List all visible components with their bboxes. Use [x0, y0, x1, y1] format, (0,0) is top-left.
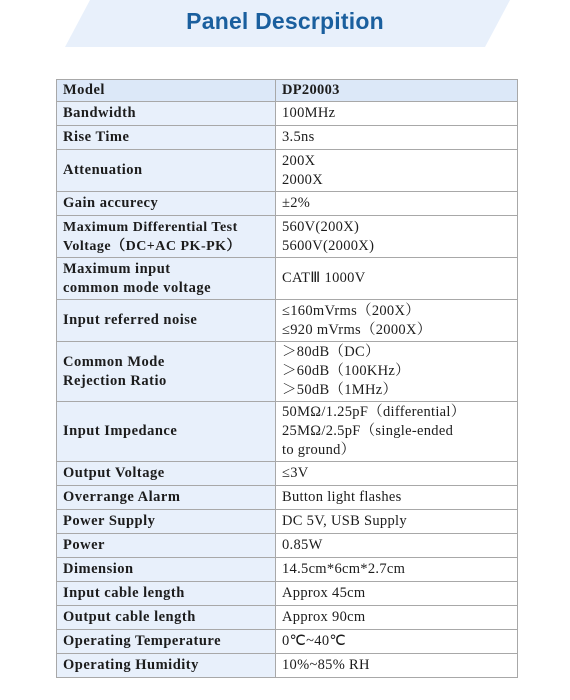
table-row — [57, 102, 518, 126]
label-line: Attenuation — [63, 162, 143, 178]
label-line: Input referred noise — [63, 312, 198, 328]
label-line: Maximum Differential Test — [63, 219, 238, 235]
label-line: Rise Time — [63, 129, 130, 145]
label-line: Power — [63, 537, 105, 553]
row-value — [276, 558, 518, 582]
row-value — [276, 510, 518, 534]
label-line: Bandwidth — [63, 105, 137, 121]
table-row — [57, 342, 518, 402]
row-label — [57, 606, 276, 630]
table-row — [57, 300, 518, 342]
value-line: 5600V(2000X) — [282, 237, 375, 254]
row-value — [276, 258, 518, 300]
label-line: Dimension — [63, 561, 134, 577]
row-label — [57, 558, 276, 582]
header-value: DP20003 — [276, 80, 518, 102]
table-row — [57, 150, 518, 192]
label-line: Output Voltage — [63, 465, 165, 481]
table-row — [57, 510, 518, 534]
row-value — [276, 402, 518, 462]
row-label — [57, 462, 276, 486]
table-row — [57, 558, 518, 582]
table-row — [57, 402, 518, 462]
table-row — [57, 630, 518, 654]
value-line: to ground） — [282, 442, 356, 458]
row-value — [276, 342, 518, 402]
row-value — [276, 534, 518, 558]
row-label — [57, 402, 276, 462]
row-value — [276, 582, 518, 606]
table-row — [57, 534, 518, 558]
row-value — [276, 606, 518, 630]
row-label — [57, 342, 276, 402]
label-line: Input Impedance — [63, 423, 178, 439]
table-row — [57, 606, 518, 630]
value-line: ＞50dB（1MHz） — [282, 382, 398, 398]
row-label — [57, 192, 276, 216]
table-row — [57, 582, 518, 606]
row-value — [276, 462, 518, 486]
value-line: 10%~85% RH — [282, 657, 370, 673]
value-line: ≤920 mVrms（2000X） — [282, 321, 432, 338]
header-label: Model — [57, 80, 276, 102]
label-line: Operating Temperature — [63, 633, 222, 649]
page-title: Panel Descrpition — [186, 8, 384, 34]
label-line: Overrange Alarm — [63, 489, 181, 505]
label-line: Operating Humidity — [63, 657, 199, 673]
label-line: Common Mode — [63, 353, 165, 370]
value-line: 100MHz — [282, 105, 336, 121]
row-label — [57, 630, 276, 654]
label-line: Gain accurecy — [63, 195, 159, 211]
row-label — [57, 582, 276, 606]
table-row — [57, 486, 518, 510]
row-value — [276, 102, 518, 126]
table-row — [57, 462, 518, 486]
value-line: CATⅢ 1000V — [282, 270, 366, 286]
value-line: Approx 90cm — [282, 609, 366, 625]
value-line: ±2% — [282, 195, 311, 211]
row-value — [276, 216, 518, 258]
label-line: Rejection Ratio — [63, 372, 167, 389]
row-label — [57, 654, 276, 678]
table-row — [57, 192, 518, 216]
value-line: ＞80dB（DC） — [282, 344, 380, 360]
table-row — [57, 654, 518, 678]
value-line: 2000X — [282, 171, 323, 188]
row-value — [276, 630, 518, 654]
value-line: ＞60dB（100KHz） — [282, 363, 410, 379]
label-line: Output cable length — [63, 609, 196, 625]
value-line: 3.5ns — [282, 129, 315, 145]
label-line: Maximum input — [63, 260, 171, 277]
row-value — [276, 654, 518, 678]
row-label — [57, 150, 276, 192]
value-line: 200X — [282, 152, 316, 169]
row-label — [57, 216, 276, 258]
label-line: Power Supply — [63, 513, 156, 529]
row-value — [276, 192, 518, 216]
value-line: 0℃~40℃ — [282, 633, 346, 649]
row-value — [276, 486, 518, 510]
value-line: 0.85W — [282, 537, 323, 553]
value-line: ≤3V — [282, 465, 309, 481]
row-value — [276, 300, 518, 342]
label-line: Input cable length — [63, 585, 185, 601]
spec-table — [56, 79, 518, 678]
row-value — [276, 126, 518, 150]
row-label — [57, 258, 276, 300]
row-label — [57, 300, 276, 342]
value-line: Approx 45cm — [282, 585, 366, 601]
value-line: 50MΩ/1.25pF（differential） — [282, 404, 466, 420]
table-row — [57, 126, 518, 150]
value-line: 14.5cm*6cm*2.7cm — [282, 561, 406, 577]
table-row — [57, 258, 518, 300]
value-line: DC 5V, USB Supply — [282, 513, 407, 529]
row-label — [57, 510, 276, 534]
value-line: ≤160mVrms（200X） — [282, 302, 421, 319]
row-label — [57, 534, 276, 558]
label-line: common mode voltage — [63, 279, 212, 296]
table-row — [57, 216, 518, 258]
label-line: Voltage（DC+AC PK-PK） — [63, 238, 242, 254]
value-line: 560V(200X) — [282, 218, 360, 235]
row-label — [57, 102, 276, 126]
row-label — [57, 486, 276, 510]
row-value — [276, 150, 518, 192]
table-header-row — [57, 80, 518, 102]
row-label — [57, 126, 276, 150]
value-line: Button light flashes — [282, 489, 402, 505]
value-line: 25MΩ/2.5pF（single-ended — [282, 423, 454, 439]
